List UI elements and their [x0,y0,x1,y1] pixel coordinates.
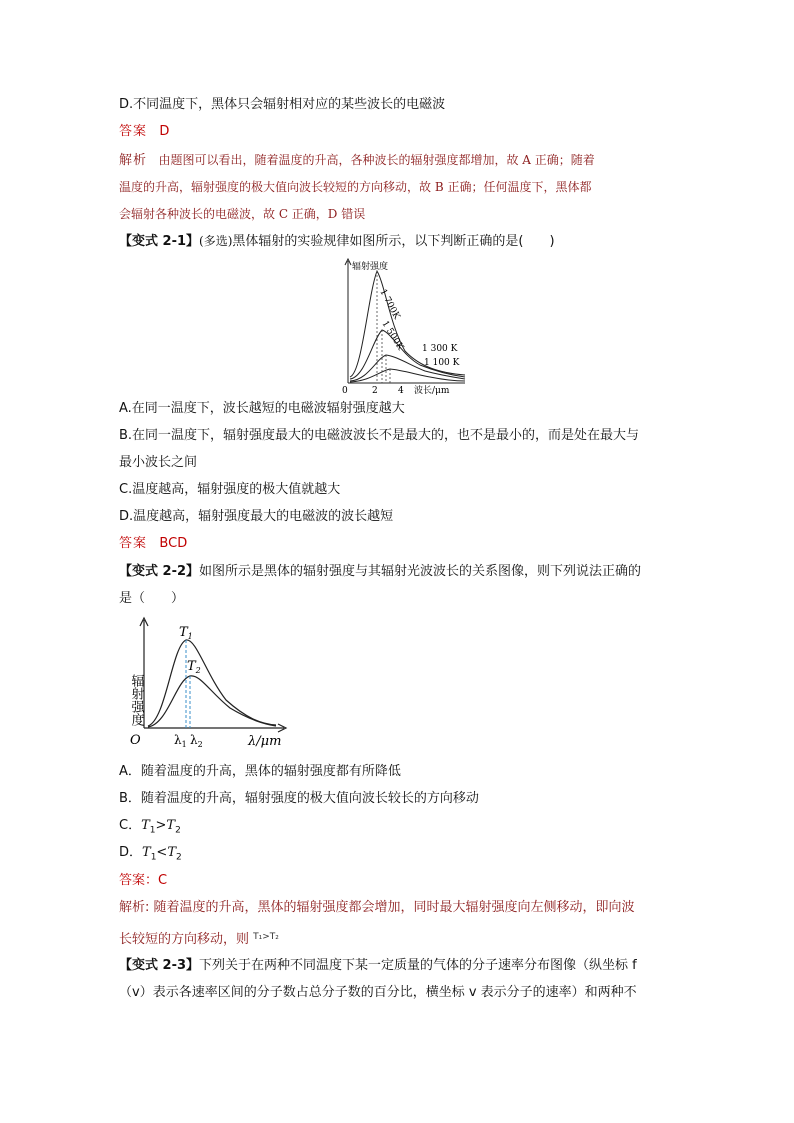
q21-stem [119,232,555,251]
q21-option-c: C.温度越高，辐射强度的极大值就越大 [119,482,341,497]
label-1300k: 1 300 K [422,344,458,354]
answer-label: 答案 [119,536,148,551]
q23-line-2: （v）表示各速率区间的分子数占总分子数的百分比，横坐标 v 表示分子的速率）和两种不 [119,985,637,1000]
q21-answer [119,535,187,553]
option-t1: T [142,845,151,860]
q21-multi: (多选) [199,234,233,248]
q22-stem-line-1 [119,563,641,581]
q23-line-1 [119,957,637,975]
option-sub1: 1 [150,852,157,863]
solution-text: 由题图可以看出，随着温度的升高，各种波长的辐射强度都增加，故 A 正确；随着 [158,153,595,167]
q22-solution-line-2 [119,928,279,949]
label-1500k: 1 500K [379,319,406,353]
q23-tag: 【变式 2-3】 [119,958,200,973]
q1-solution-line-1 [119,151,595,170]
q22-option-a: A．随着温度的升高，黑体的辐射强度都有所降低 [119,764,401,779]
q21-option-b: B.在同一温度下，辐射强度最大的电磁波波长不是最大的，也不是最小的，而是处在最大与 [119,428,640,443]
q21-tag: 【变式 2-1】 [119,234,200,249]
curve-t2 [148,676,276,727]
q22-xlabel: λ/μm [248,734,282,749]
q22-option-c [119,817,181,840]
q22-answer: 答案：C [119,873,168,888]
q23-text: 下列关于在两种不同温度下某一定质量的气体的分子速率分布图像（纵坐标 f [199,958,637,973]
option-sub2: 2 [175,825,181,836]
q22-lambda1: $\lambda_1$ [174,733,187,749]
q21-option-b-cont: 最小波长之间 [119,455,198,470]
q1-solution-line-2: 温度的升高，辐射强度的极大值向波长较短的方向移动，故 B 正确；任何温度下，黑体都 [119,180,592,194]
option-t1: T [141,818,150,833]
curve-1100k [350,369,465,382]
q21-origin: 0 [342,386,348,395]
q1-option-d: D.不同温度下，黑体只会辐射相对应的某些波长的电磁波 [119,97,446,112]
answer-value: D [159,124,170,139]
q22-origin: O [130,733,141,748]
option-prefix: D． [119,845,143,860]
q22-figure [116,614,291,750]
label-1700k: 1 700K [377,287,402,322]
q22-lambda2: $\lambda_2$ [190,733,203,749]
q21-option-d: D.温度越高，辐射强度最大的电磁波的波长越短 [119,509,394,524]
q22-ylabel: 辐射强度 [128,674,144,726]
curve-t1 [148,640,276,726]
option-sub1: 1 [149,825,156,836]
answer-label: 答案 [119,124,148,139]
option-op: > [155,818,167,833]
q21-stem-text: 黑体辐射的实验规律如图所示，以下判断正确的是( ) [232,234,555,249]
solution-label: 解析 [119,153,148,168]
option-t2: T [166,818,176,833]
option-prefix: C． [119,818,142,833]
q1-solution-line-3: 会辐射各种波长的电磁波，故 C 正确，D 错误 [119,207,366,221]
q21-xtick-2: 2 [372,386,378,395]
q22-t1-label: $T_1$ [179,625,193,641]
label-1100k: 1 100 K [424,358,460,368]
q22-stem-text: 如图所示是黑体的辐射强度与其辐射光波波长的关系图像，则下列说法正确的 [199,564,642,579]
option-op: < [156,845,168,860]
option-sub2: 2 [176,852,182,863]
q21-figure [330,255,470,395]
q21-option-a: A.在同一温度下，波长越短的电磁波辐射强度越大 [119,401,405,416]
q22-option-d [119,844,182,867]
q21-xlabel: 波长/μm [414,386,450,395]
q22-solution-line-1: 解析: 随着温度的升高，黑体的辐射强度都会增加，同时最大辐射强度向左侧移动，即向波 [119,900,635,915]
q22-option-b: B．随着温度的升高，辐射强度的极大值向波长较长的方向移动 [119,791,479,806]
option-t2: T [167,845,176,860]
q21-xtick-4: 4 [398,386,404,395]
q1-answer [119,123,169,141]
q21-ylabel: 辐射强度 [352,262,389,272]
q22-t2-label: $T_2$ [187,659,201,675]
q22-tag: 【变式 2-2】 [119,564,200,579]
answer-value: BCD [159,536,188,551]
q22-stem-line-2: 是（ ） [119,591,185,606]
solution-formula: T₁>T₂ [253,932,279,942]
solution-text: 长较短的方向移动，则 [119,932,250,947]
